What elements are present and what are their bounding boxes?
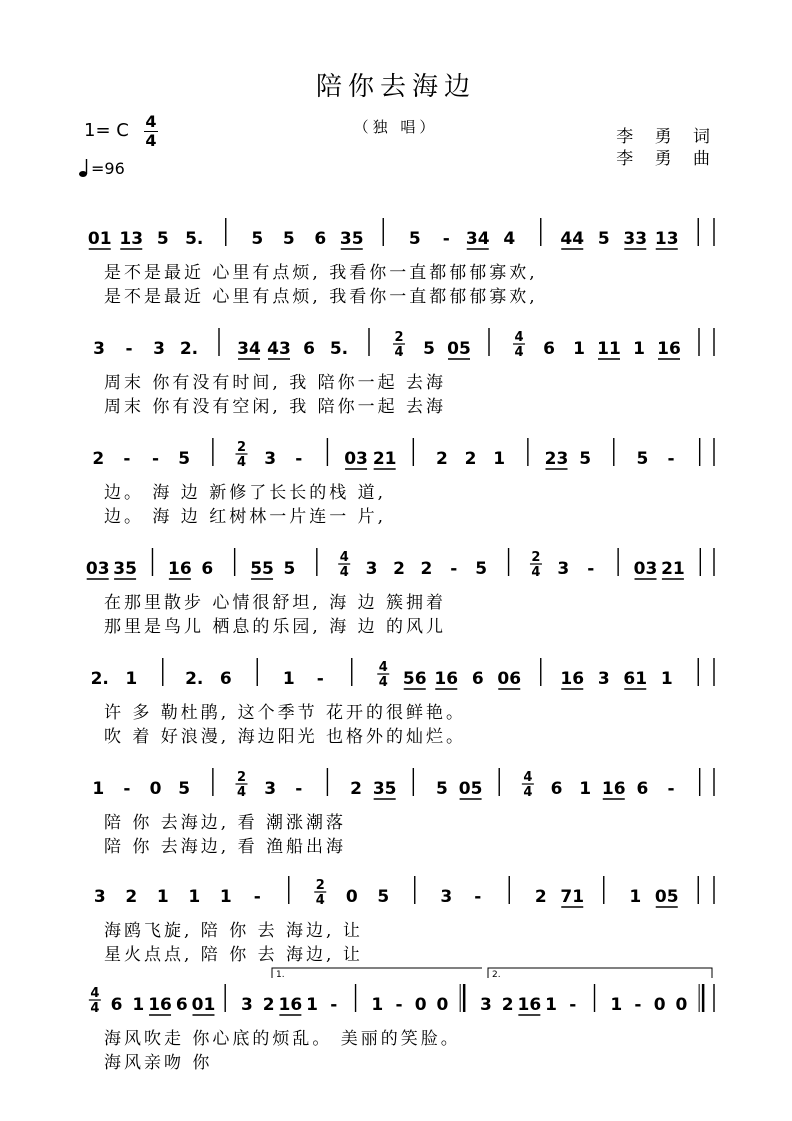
- note: 1: [156, 887, 169, 907]
- volta-label: 2.: [492, 970, 501, 980]
- note: 35: [339, 229, 364, 249]
- note: 16: [517, 995, 542, 1015]
- music-system: [93, 328, 714, 417]
- note: -: [667, 779, 675, 799]
- note: 4: [503, 229, 516, 249]
- note: -: [152, 449, 160, 469]
- note: -: [316, 669, 324, 689]
- note: 2: [534, 887, 547, 907]
- note: 03: [344, 449, 368, 469]
- note: 1: [371, 995, 384, 1015]
- note: 44: [560, 229, 585, 249]
- lyrics-verse-2: 陪 你 去海边, 看 渔船出海: [104, 837, 347, 857]
- note: 1: [125, 669, 138, 689]
- time-signature-bottom: 4: [315, 893, 325, 908]
- note: 0: [345, 887, 358, 907]
- note: 5: [251, 229, 264, 249]
- note: 5: [636, 449, 649, 469]
- time-signature-bottom: 4: [90, 1001, 100, 1016]
- lyrics-verse-1: 周末 你有没有时间, 我 陪你一起 去海: [104, 373, 447, 393]
- note: -: [587, 559, 595, 579]
- note: 2: [125, 887, 138, 907]
- note: 16: [278, 995, 303, 1015]
- note: -: [125, 339, 133, 359]
- note: 5: [178, 779, 191, 799]
- note: 2: [436, 449, 448, 469]
- time-signature-bottom: 4: [236, 455, 247, 470]
- note: 6: [110, 995, 123, 1015]
- note: 5: [579, 449, 592, 469]
- note: -: [634, 995, 642, 1015]
- lyrics-verse-1: 许 多 勒杜鹃, 这个季节 花开的很鲜艳。: [104, 703, 467, 723]
- time-signature-bottom: 4: [339, 565, 349, 580]
- note: 6: [636, 779, 649, 799]
- time-signature-bottom: 4: [514, 345, 524, 360]
- note: 2: [501, 995, 514, 1015]
- lyrics-verse-2: 周末 你有没有空闲, 我 陪你一起 去海: [104, 397, 447, 417]
- music-system: [92, 438, 714, 527]
- note: 1: [629, 887, 642, 907]
- note: 6: [314, 229, 327, 249]
- lyricist: 李 勇 词: [616, 127, 718, 147]
- note: 3: [365, 559, 378, 579]
- lyrics-verse-2: 吹 着 好浪漫, 海边阳光 也格外的灿烂。: [104, 727, 467, 747]
- note: 16: [434, 669, 459, 689]
- lyrics-verse-1: 陪 你 去海边, 看 潮涨潮落: [104, 813, 347, 833]
- lyrics-verse-1: 边。 海 边 新修了长长的栈 道,: [104, 483, 387, 503]
- note: 3: [479, 995, 492, 1015]
- note: 1: [282, 669, 295, 689]
- note: 5: [282, 229, 295, 249]
- lyrics-verse-2: 海风亲吻 你: [104, 1053, 213, 1073]
- note: 1: [633, 339, 645, 359]
- note: 3: [264, 779, 277, 799]
- volta-bracket: [272, 968, 482, 978]
- note: 55: [250, 559, 274, 579]
- note: 6: [201, 559, 214, 579]
- key-signature: 1= C: [84, 120, 129, 141]
- note: 5: [283, 559, 296, 579]
- note: 16: [560, 669, 585, 689]
- note: 21: [661, 559, 685, 579]
- time-signature-top: 4: [523, 770, 533, 785]
- note: 35: [372, 779, 397, 799]
- music-system: [86, 548, 714, 637]
- note: 3: [597, 669, 610, 689]
- subtitle: （独 唱）: [353, 118, 439, 136]
- time-signature-top: 2: [236, 440, 247, 455]
- note: -: [474, 887, 482, 907]
- note: 16: [657, 339, 681, 359]
- note: 1: [493, 449, 506, 469]
- time-signature-bottom: 4: [378, 675, 388, 690]
- note: 16: [148, 995, 172, 1015]
- note: 6: [219, 669, 232, 689]
- lyrics-verse-1: 在那里散步 心情很舒坦, 海 边 簇拥着: [104, 593, 447, 613]
- note: 5: [423, 339, 435, 359]
- note: -: [253, 887, 261, 907]
- note: 21: [372, 449, 397, 469]
- note: 35: [113, 559, 137, 579]
- note: 3: [93, 887, 106, 907]
- note: 1: [573, 339, 585, 359]
- lyrics-verse-2: 那里是鸟儿 栖息的乐园, 海 边 的风儿: [104, 617, 447, 637]
- time-signature-bottom: 4: [523, 785, 533, 800]
- lyrics-verse-2: 星火点点, 陪 你 去 海边, 让: [104, 945, 363, 965]
- note: 6: [303, 339, 315, 359]
- music-system: [89, 968, 714, 1073]
- note: -: [395, 995, 403, 1015]
- note: -: [123, 779, 131, 799]
- time-signature-top: 4: [339, 550, 349, 565]
- note: 2: [92, 449, 105, 469]
- note: 11: [597, 339, 621, 359]
- note: 0: [675, 995, 688, 1015]
- note: 1: [579, 779, 592, 799]
- note: 2: [464, 449, 477, 469]
- note: 3: [440, 887, 453, 907]
- note: 2.: [179, 339, 199, 359]
- note: 6: [175, 995, 188, 1015]
- note: 5: [436, 779, 448, 799]
- note: 0: [149, 779, 162, 799]
- note: 5: [597, 229, 610, 249]
- note: -: [667, 449, 675, 469]
- note: 3: [241, 995, 253, 1015]
- note: 3: [93, 339, 105, 359]
- note: 13: [119, 229, 144, 249]
- note: -: [330, 995, 338, 1015]
- note: 06: [497, 669, 522, 689]
- note: 6: [550, 779, 563, 799]
- note: 3: [264, 449, 277, 469]
- note: -: [569, 995, 577, 1015]
- music-system: [91, 658, 714, 747]
- note: 3: [557, 559, 570, 579]
- lyrics-verse-1: 海风吹走 你心底的烦乱。 美丽的笑脸。: [104, 1029, 461, 1049]
- time-signature-bottom: 4: [236, 785, 247, 800]
- note: 05: [654, 887, 679, 907]
- note: 01: [87, 229, 112, 249]
- note: 01: [191, 995, 216, 1015]
- music-system: [88, 218, 714, 307]
- time-signature-top: 4: [378, 660, 388, 675]
- note: -: [450, 559, 458, 579]
- note: -: [295, 779, 303, 799]
- note: 61: [623, 669, 648, 689]
- note: 33: [623, 229, 648, 249]
- note: -: [295, 449, 303, 469]
- note: 1: [132, 995, 145, 1015]
- note: 1: [188, 887, 201, 907]
- time-signature-bottom: 4: [145, 131, 157, 150]
- note: 16: [601, 779, 626, 799]
- time-signature-top: 2: [315, 878, 325, 893]
- note: 03: [85, 559, 110, 579]
- note: 05: [447, 339, 471, 359]
- note: 05: [458, 779, 483, 799]
- lyrics-verse-2: 边。 海 边 红树林一片连一 片,: [104, 507, 387, 527]
- note: 1: [306, 995, 319, 1015]
- note: 6: [543, 339, 555, 359]
- note: 0: [436, 995, 449, 1015]
- note: 3: [153, 339, 165, 359]
- note: 5.: [185, 229, 204, 249]
- note: 1: [660, 669, 673, 689]
- note: 5: [408, 229, 421, 249]
- note: 2.: [185, 669, 204, 689]
- note: 03: [633, 559, 658, 579]
- note: 23: [544, 449, 569, 469]
- note: 1: [610, 995, 623, 1015]
- note: 0: [653, 995, 666, 1015]
- note: 1: [545, 995, 557, 1015]
- note: 0: [414, 995, 427, 1015]
- note: 2: [350, 779, 362, 799]
- tempo-value: =96: [91, 159, 125, 178]
- time-signature-top: 4: [514, 330, 524, 345]
- volta-bracket: [488, 968, 712, 978]
- composer: 李 勇 曲: [616, 149, 718, 169]
- lyrics-verse-1: 是不是最近 心里有点烦, 我看你一直都郁郁寡欢,: [104, 263, 538, 283]
- note: 13: [654, 229, 679, 249]
- time-signature-top: 2: [236, 770, 247, 785]
- time-signature-top: 2: [531, 550, 541, 565]
- time-signature-top: 4: [90, 986, 100, 1001]
- note: 43: [267, 339, 291, 359]
- time-signature-top: 2: [394, 330, 404, 345]
- note: -: [442, 229, 450, 249]
- note: 6: [471, 669, 484, 689]
- note: 5: [475, 559, 488, 579]
- lyrics-verse-1: 海鸥飞旋, 陪 你 去 海边, 让: [104, 921, 363, 941]
- page-title: 陪你去海边: [315, 72, 476, 102]
- time-signature-bottom: 4: [531, 565, 541, 580]
- volta-label: 1.: [276, 970, 285, 980]
- note: 1: [219, 887, 232, 907]
- lyrics-verse-2: 是不是最近 心里有点烦, 我看你一直都郁郁寡欢,: [104, 287, 538, 307]
- note: 2: [262, 995, 275, 1015]
- note: 5: [377, 887, 390, 907]
- music-system: [92, 768, 714, 857]
- music-system: [94, 876, 714, 965]
- time-signature-top: 4: [145, 112, 157, 131]
- note: 34: [465, 229, 490, 249]
- note: 16: [168, 559, 192, 579]
- note: -: [123, 449, 131, 469]
- note: 71: [560, 887, 585, 907]
- note: 2: [420, 559, 433, 579]
- note: 1: [92, 779, 105, 799]
- note: 5: [178, 449, 191, 469]
- note: 56: [402, 669, 427, 689]
- note: 2.: [90, 669, 109, 689]
- note: 5: [156, 229, 169, 249]
- note: 34: [237, 339, 261, 359]
- note: 5.: [329, 339, 349, 359]
- time-signature-bottom: 4: [394, 345, 404, 360]
- note: 2: [393, 559, 405, 579]
